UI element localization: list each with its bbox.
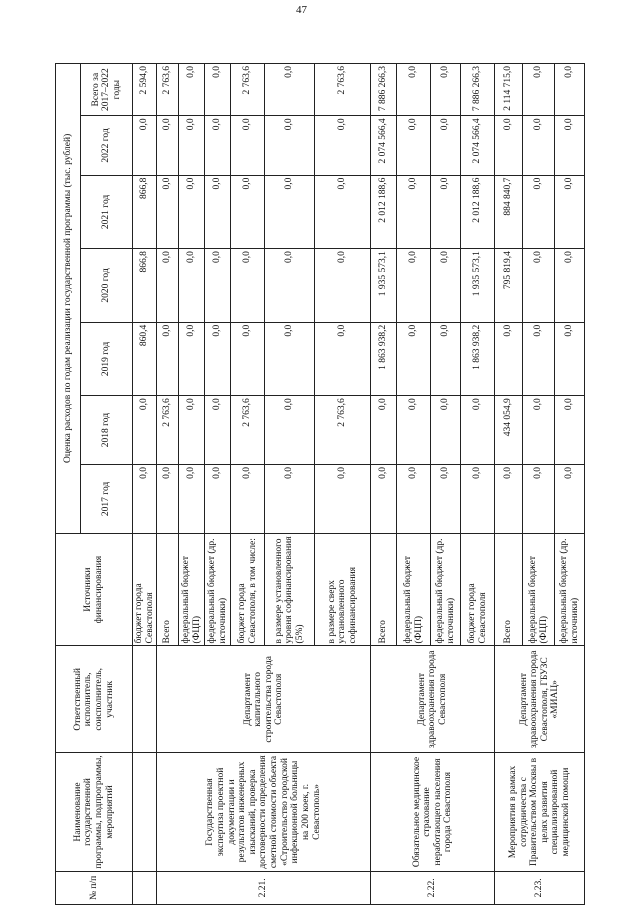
- table-row: [133, 64, 157, 905]
- row-value: 0,0: [315, 249, 371, 323]
- row-value: 0,0: [133, 116, 157, 175]
- row-name: [133, 753, 157, 872]
- row-number: 2.22.: [371, 871, 495, 904]
- row-value: 0,0: [179, 322, 205, 396]
- row-source: в размере установленного уровня софинансирования (5%): [265, 533, 315, 646]
- table-row: [495, 64, 523, 905]
- row-value: 7 886 266,3: [461, 64, 495, 116]
- row-value: 0,0: [231, 116, 265, 175]
- row-value: 866,8: [133, 175, 157, 249]
- row-source: Всего: [495, 533, 523, 646]
- row-value: 0,0: [431, 175, 461, 249]
- row-value: 1 863 938,2: [461, 322, 495, 396]
- row-value: 0,0: [179, 175, 205, 249]
- row-value: 2 114 715,0: [495, 64, 523, 116]
- row-value: 2 763,6: [231, 64, 265, 116]
- row-value: 2 012 188,6: [371, 175, 397, 249]
- header-year: 2017 год: [81, 465, 133, 534]
- row-value: 0,0: [231, 465, 265, 534]
- row-executor: Департамент капитального строительства города Севастополя: [157, 646, 371, 753]
- header-year: Всего за 2017–2022 годы: [81, 64, 133, 116]
- row-value: 0,0: [205, 249, 231, 323]
- row-value: 0,0: [431, 249, 461, 323]
- row-value: 0,0: [231, 322, 265, 396]
- row-name: Обязательное медицинское страхование неработающего населения города Севастополя: [371, 753, 495, 872]
- table-row: [157, 64, 179, 905]
- row-source: бюджет города Севастополя: [461, 533, 495, 646]
- row-number: [133, 871, 157, 904]
- row-value: 0,0: [397, 465, 431, 534]
- row-value: 0,0: [179, 64, 205, 116]
- row-source: федеральный бюджет (др. источники): [205, 533, 231, 646]
- header-source: Источники финансирования: [56, 533, 133, 646]
- row-name: Мероприятия в рамках сотрудничества с Правительством Москвы в целях развития специализированной медицинской помощи: [495, 753, 585, 872]
- row-value: 0,0: [555, 249, 585, 323]
- row-value: 0,0: [371, 396, 397, 465]
- row-source: в размере сверх установленного софинансирования: [315, 533, 371, 646]
- row-value: 0,0: [431, 322, 461, 396]
- row-value: 0,0: [265, 249, 315, 323]
- row-source: Всего: [371, 533, 397, 646]
- row-value: 0,0: [265, 116, 315, 175]
- row-value: 0,0: [431, 64, 461, 116]
- row-value: 0,0: [205, 322, 231, 396]
- row-value: 0,0: [133, 465, 157, 534]
- row-executor: Департамент здравоохранения города Севастополя: [371, 646, 495, 753]
- row-value: 2 763,6: [315, 64, 371, 116]
- table-header: [56, 64, 133, 905]
- row-value: 0,0: [231, 175, 265, 249]
- row-value: 0,0: [523, 465, 555, 534]
- row-source: Всего: [157, 533, 179, 646]
- row-value: 0,0: [157, 322, 179, 396]
- row-value: 0,0: [495, 116, 523, 175]
- row-source: бюджет города Севастополя: [133, 533, 157, 646]
- row-value: 884 840,7: [495, 175, 523, 249]
- row-value: 0,0: [157, 175, 179, 249]
- row-value: 0,0: [265, 465, 315, 534]
- header-executor: Ответственный исполнитель, соисполнитель, участник: [56, 646, 133, 753]
- row-value: 0,0: [179, 116, 205, 175]
- row-value: 866,8: [133, 249, 157, 323]
- row-value: 0,0: [315, 465, 371, 534]
- row-value: 0,0: [523, 64, 555, 116]
- row-value: 1 935 573,1: [461, 249, 495, 323]
- header-name: Наименование государственной программы, подпрограммы, мероприятий: [56, 753, 133, 872]
- row-value: 0,0: [523, 116, 555, 175]
- row-value: 434 054,9: [495, 396, 523, 465]
- page-number: 47: [296, 4, 307, 16]
- row-source: федеральный бюджет (ФЦП): [179, 533, 205, 646]
- rotated-table-wrapper: [55, 63, 580, 905]
- row-value: 0,0: [157, 465, 179, 534]
- row-value: 0,0: [397, 249, 431, 323]
- row-value: 0,0: [523, 396, 555, 465]
- row-value: 0,0: [265, 175, 315, 249]
- header-year: 2019 год: [81, 322, 133, 396]
- row-source: федеральный бюджет (ФЦП): [523, 533, 555, 646]
- row-value: 0,0: [555, 322, 585, 396]
- row-value: 0,0: [371, 465, 397, 534]
- row-value: 0,0: [133, 396, 157, 465]
- row-value: 0,0: [315, 116, 371, 175]
- row-value: 0,0: [523, 249, 555, 323]
- row-value: 0,0: [179, 465, 205, 534]
- row-value: 2 763,6: [157, 64, 179, 116]
- row-value: 795 819,4: [495, 249, 523, 323]
- row-value: 0,0: [431, 396, 461, 465]
- row-value: 0,0: [431, 116, 461, 175]
- header-year: 2020 год: [81, 249, 133, 323]
- row-executor: Департамент здравоохранения города Севастополя, ГБУЗС «МИАЦ»: [495, 646, 585, 753]
- row-value: 0,0: [265, 64, 315, 116]
- row-number: 2.21.: [157, 871, 371, 904]
- row-value: 0,0: [157, 249, 179, 323]
- row-value: 0,0: [397, 396, 431, 465]
- row-value: 0,0: [397, 64, 431, 116]
- row-value: 0,0: [555, 465, 585, 534]
- row-value: 2 763,6: [157, 396, 179, 465]
- row-value: 0,0: [265, 396, 315, 465]
- row-value: 0,0: [315, 175, 371, 249]
- row-value: 1 935 573,1: [371, 249, 397, 323]
- row-value: 0,0: [397, 175, 431, 249]
- row-value: 0,0: [179, 396, 205, 465]
- row-value: 0,0: [461, 396, 495, 465]
- header-year: 2021 год: [81, 175, 133, 249]
- header-estimate: Оценка расходов по годам реализации государственной программы (тыс. рублей): [56, 64, 81, 534]
- header-num: № п/п: [56, 871, 133, 904]
- row-source: федеральный бюджет (др. источники): [431, 533, 461, 646]
- row-source: федеральный бюджет (др. источники): [555, 533, 585, 646]
- row-value: 0,0: [397, 116, 431, 175]
- header-year: 2022 год: [81, 116, 133, 175]
- row-value: 0,0: [315, 322, 371, 396]
- row-value: 0,0: [555, 116, 585, 175]
- row-value: 0,0: [205, 396, 231, 465]
- row-value: 0,0: [205, 465, 231, 534]
- row-name: Государственная экспертиза проектной документации и результатов инженерных изысканий, проверка достоверности определения сметной стоимости объекта «Строительство городской инфекционной больницы на 200 коек, г. Севастополь»: [157, 753, 371, 872]
- row-value: 0,0: [555, 175, 585, 249]
- row-value: 0,0: [431, 465, 461, 534]
- row-value: 0,0: [523, 175, 555, 249]
- row-value: 2 763,6: [315, 396, 371, 465]
- row-value: 0,0: [397, 322, 431, 396]
- row-number: 2.23.: [495, 871, 585, 904]
- budget-table: [55, 63, 585, 905]
- row-value: 0,0: [555, 396, 585, 465]
- row-executor: [133, 646, 157, 753]
- row-value: 0,0: [205, 175, 231, 249]
- row-value: 7 886 266,3: [371, 64, 397, 116]
- row-value: 0,0: [265, 322, 315, 396]
- row-value: 860,4: [133, 322, 157, 396]
- row-value: 0,0: [157, 116, 179, 175]
- row-value: 0,0: [523, 322, 555, 396]
- row-value: 1 863 938,2: [371, 322, 397, 396]
- row-value: 2 763,6: [231, 396, 265, 465]
- row-value: 0,0: [179, 249, 205, 323]
- row-value: 2 074 566,4: [371, 116, 397, 175]
- row-value: 2 012 188,6: [461, 175, 495, 249]
- row-value: 0,0: [205, 116, 231, 175]
- row-value: 0,0: [205, 64, 231, 116]
- row-value: 2 594,0: [133, 64, 157, 116]
- row-value: 0,0: [495, 465, 523, 534]
- row-value: 0,0: [461, 465, 495, 534]
- table-row: [371, 64, 397, 905]
- row-source: бюджет города Севастополя, в том числе:: [231, 533, 265, 646]
- table-body: [133, 64, 585, 905]
- row-value: 0,0: [495, 322, 523, 396]
- row-source: федеральный бюджет (ФЦП): [397, 533, 431, 646]
- row-value: 0,0: [231, 249, 265, 323]
- header-year: 2018 год: [81, 396, 133, 465]
- row-value: 2 074 566,4: [461, 116, 495, 175]
- row-value: 0,0: [555, 64, 585, 116]
